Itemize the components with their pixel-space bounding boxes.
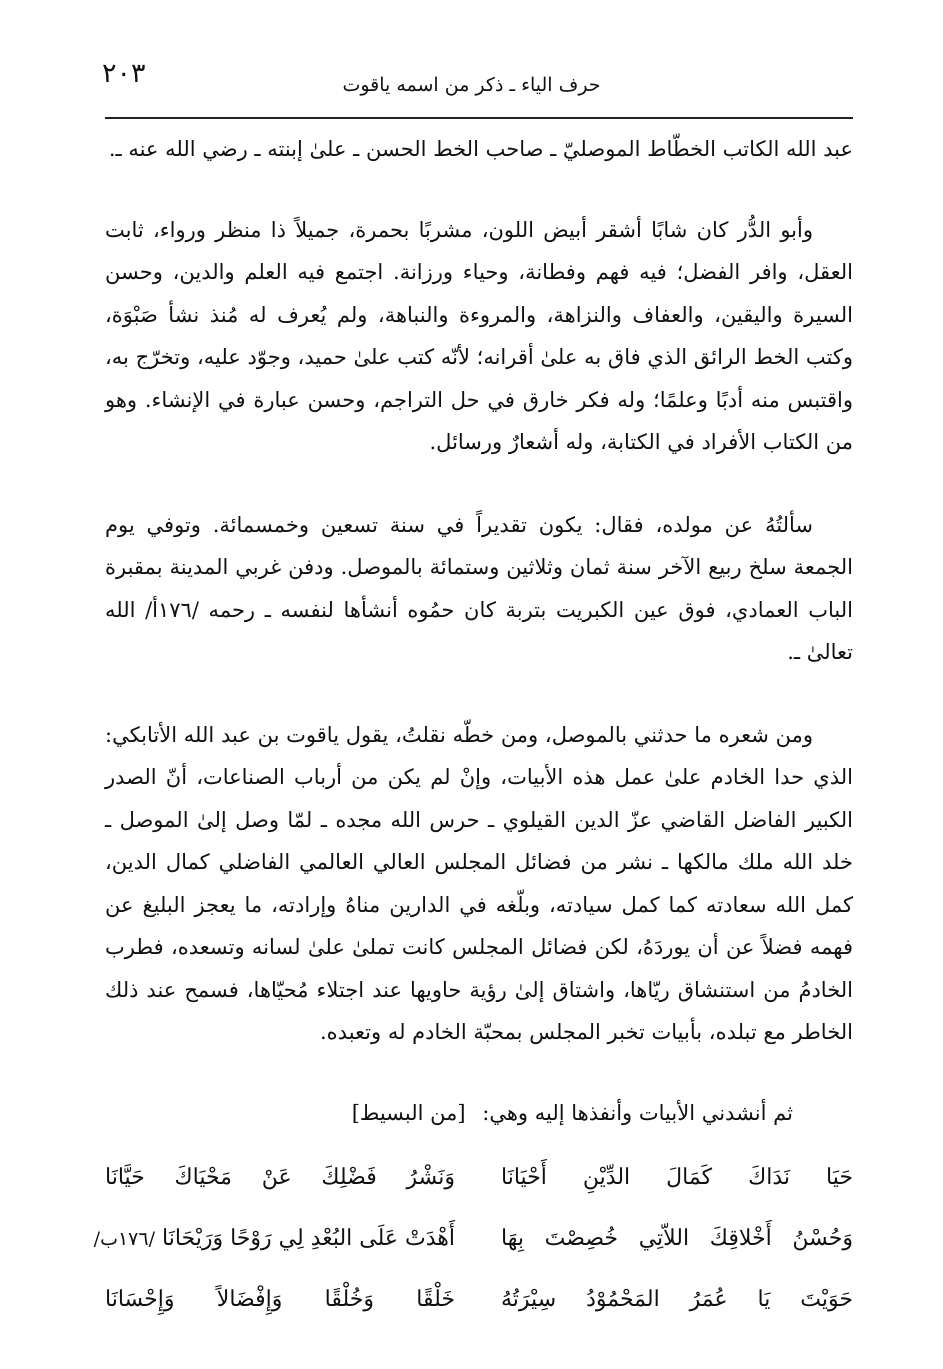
poem-intro [105, 1092, 853, 1135]
verse-second-hemistich: وَنَشْرُ فَضْلِكَ عَنْ مَحْيَاكَ حَيَّانَا [105, 1165, 455, 1191]
header-rule [105, 117, 853, 119]
verse-second-hemistich [93, 1218, 455, 1261]
main-text [93, 128, 853, 1331]
paragraph-1: عبد الله الكاتب الخطّاط الموصليّ ـ صاحب الخط الحسن ـ علىٰ إبنته ـ رضي الله عنه ـ. [108, 137, 853, 161]
verse-first-hemistich [501, 1279, 853, 1322]
paragraph-3: سألتُهُ عن مولده، فقال: يكون تقديراً في سنة تسعين وخمسمائة. وتوفي يوم الجمعة سلخ ربيع الآخر سنة ثمان وثلاثين وستمائة بالموصل. ودفن غربي المدينة بمقبرة الباب العمادي، فوق عين الكبريت بتربة كان حمُوه أنشأها لنفسه ـ رحمه /١٧٦أ/ الله تعالىٰ ـ. [105, 512, 853, 664]
verse-second-text: أَهْدَتْ عَلَى البُعْدِ لِي رَوْحًا وَرَيْحَانَا [162, 1226, 455, 1252]
verse-first-hemistich [501, 1157, 853, 1200]
verse-first-hemistich [501, 1218, 853, 1261]
verse-second-hemistich: خَلْقًا وَخُلْقًا وَإِفْضَالاً وَإِحْسَانَا [105, 1287, 455, 1313]
poem-meter: [من البسيط] [351, 1100, 466, 1125]
verse [93, 1209, 853, 1270]
verse-first-text: حَوَيْتَ يَا عُمَرُ المَحْمُوْدُ سِيْرَتُهُ [501, 1287, 853, 1313]
paragraph-2: وأبو الدُّر كان شابًا أشقر أبيض اللون، مشربًا بحمرة، جميلاً ذا منظر ورواء، ثابت العقل، وافر الفضل؛ فيه فهم وفطانة، وحياء ورزانة. اجتمع فيه العلم والدين، وحسن السيرة واليقين، والعفاف والنزاهة، والمروءة والنباهة، ولم يُعرف له مُنذ نشأ صَبْوَة، وكتب الخط الرائق الذي فاق به علىٰ أقرانه؛ لأنّه كتب علىٰ حميد، وجوّد عليه، وتخرّج به، واقتبس منه أدبًا وعلمًا؛ وله فكر خارق في حل التراجم، وحسن عبارة في الإنشاء. وهو من الكتاب الأفراد في الكتابة، وله أشعارٌ ورسائل. [105, 217, 853, 454]
running-title: حرف الياء ـ ذكر من اسمه ياقوت [342, 74, 601, 96]
verse [105, 1270, 853, 1331]
poem [93, 1148, 853, 1331]
folio-marker: /١٧٦ب/ [93, 1228, 155, 1251]
page-number: ٢٠٣ [102, 58, 146, 89]
verse-first-text: وَحُسْنُ أَخْلاقِكَ اللاّتِي خُصِصْتَ بِهَا [501, 1226, 853, 1252]
verse-first-text: حَيَا نَدَاكَ كَمَالَ الدِّيْنِ أَحْيَانَا [501, 1165, 853, 1191]
poem-intro-text: ثم أنشدني الأبيات وأنفذها إليه وهي: [482, 1100, 793, 1125]
paragraph-4: ومن شعره ما حدثني بالموصل، ومن خطّه نقلتُ، يقول ياقوت بن عبد الله الأتابكي: الذي حدا الخادم علىٰ عمل هذه الأبيات، وإنْ لم يكن من أرباب الصناعات، أنّ الصدر الكبير الفاضل القاضي عزّ الدين القيلوي ـ حرس الله مجده ـ لمّا وصل إلىٰ الموصل ـ خلد الله ملك مالكها ـ نشر من فضائل المجلس العالي العالمي الفاضلي كمال الدين، كمل الله سعادته كما كمل سيادته، وبلّغه في الدارين مناهُ وإرادته، ما يعجز البليغ عن فهمه فضلاً عن أن يوردَهُ، لكن فضائل المجلس كانت تملىٰ علىٰ لسانه وتسعده، فطرب الخادمُ من استنشاق ريّاها، واشتاق إلىٰ رؤية حاويها عند اجتلاء مُحيّاها، فسمح عند ذلك الخاطر مع تبلده، بأبيات تخبر المجلس بمحبّة الخادم له وتعبده. [105, 722, 853, 1044]
verse [105, 1148, 853, 1209]
